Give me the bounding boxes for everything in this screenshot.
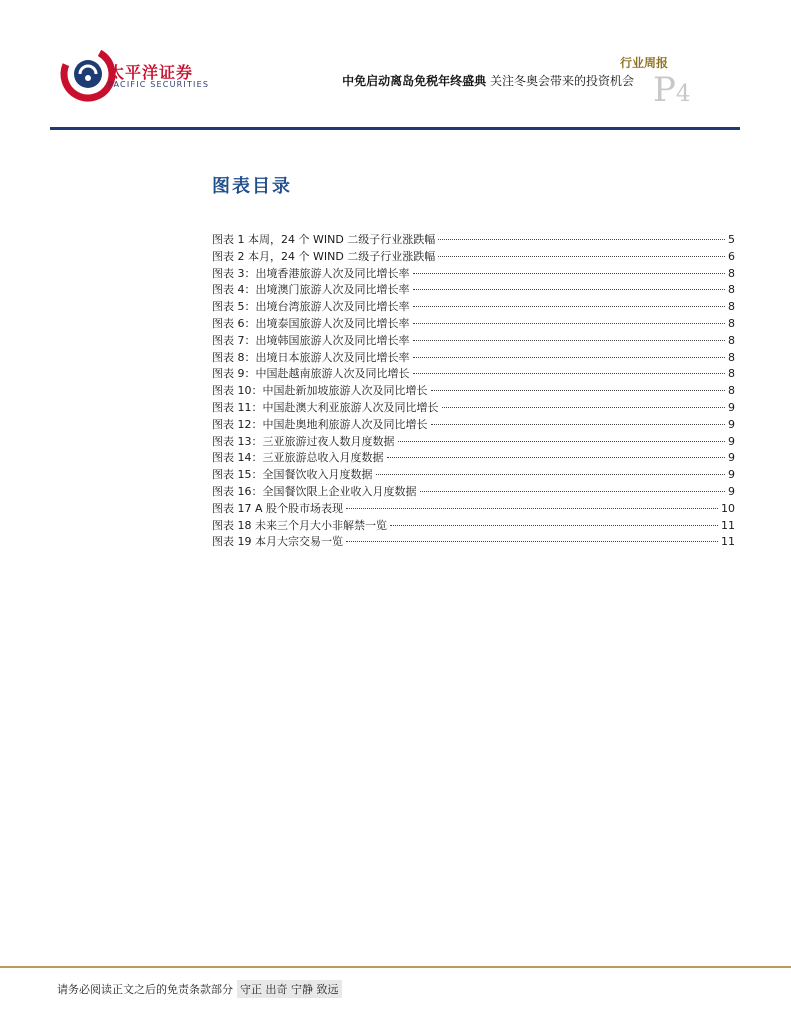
- toc-item-label: 图表 5：出境台湾旅游人次及同比增长率: [212, 300, 410, 314]
- table-of-figures: [212, 232, 735, 551]
- toc-leader-dots: [346, 541, 718, 542]
- toc-item-page: 8: [728, 283, 735, 297]
- toc-leader-dots: [376, 474, 726, 475]
- toc-leader-dots: [390, 525, 718, 526]
- toc-item-label: 图表 15：全国餐饮收入月度数据: [212, 468, 373, 482]
- toc-item-page: 8: [728, 384, 735, 398]
- toc-item[interactable]: [212, 316, 735, 333]
- toc-item-label: 图表 8：出境日本旅游人次及同比增长率: [212, 350, 410, 364]
- toc-item-page: 9: [728, 484, 735, 498]
- toc-item-label: 图表 1 本周，24 个 WIND 二级子行业涨跌幅: [212, 233, 436, 246]
- toc-leader-dots: [413, 306, 726, 307]
- footer-motto: 守正 出奇 宁静 致远: [237, 980, 342, 998]
- toc-item-page: 8: [728, 333, 735, 347]
- toc-item[interactable]: [212, 232, 735, 249]
- toc-leader-dots: [431, 390, 726, 391]
- toc-item-page: 8: [728, 300, 735, 314]
- toc-leader-dots: [438, 239, 725, 240]
- brand-name-en: PACIFIC SECURITIES: [108, 80, 210, 89]
- toc-item-label: 图表 17 A 股个股市场表现: [212, 501, 344, 515]
- toc-item-page: 11: [721, 518, 735, 532]
- toc-leader-dots: [413, 289, 726, 290]
- toc-item-label: 图表 2 本月，24 个 WIND 二级子行业涨跌幅: [212, 249, 436, 263]
- toc-item-label: 图表 7：出境韩国旅游人次及同比增长率: [212, 333, 410, 347]
- toc-item-label: 图表 12：中国赴奥地利旅游人次及同比增长: [212, 417, 428, 431]
- brand-name-cn: 太平洋证券: [108, 63, 194, 82]
- toc-item[interactable]: [212, 484, 735, 501]
- report-title-bold: 中免启动离岛免税年终盛典: [342, 74, 487, 88]
- toc-item[interactable]: [212, 249, 735, 266]
- page-number: 4: [675, 81, 691, 107]
- toc-item-page: 9: [728, 468, 735, 482]
- toc-item[interactable]: [212, 333, 735, 350]
- footer-disclaimer-notice: 请务必阅读正文之后的免责条款部分: [57, 983, 233, 996]
- toc-leader-dots: [413, 323, 726, 324]
- toc-item-label: 图表 19 本月大宗交易一览: [212, 535, 343, 549]
- toc-item-label: 图表 6：出境泰国旅游人次及同比增长率: [212, 316, 410, 330]
- toc-item[interactable]: [212, 266, 735, 283]
- toc-item[interactable]: [212, 383, 735, 400]
- toc-item[interactable]: [212, 534, 735, 551]
- toc-item-label: 图表 13：三亚旅游过夜人数月度数据: [212, 434, 395, 448]
- toc-item[interactable]: [212, 282, 735, 299]
- toc-item[interactable]: [212, 518, 735, 535]
- toc-item[interactable]: [212, 450, 735, 467]
- toc-item[interactable]: [212, 434, 735, 451]
- toc-item[interactable]: [212, 467, 735, 484]
- toc-item-page: 8: [728, 316, 735, 330]
- toc-leader-dots: [413, 357, 726, 358]
- toc-leader-dots: [387, 457, 726, 458]
- page-number-mark: [653, 70, 691, 110]
- toc-leader-dots: [413, 340, 726, 341]
- toc-item-page: 9: [728, 400, 735, 414]
- toc-item-label: 图表 9：中国赴越南旅游人次及同比增长: [212, 367, 410, 381]
- toc-item-label: 图表 3：出境香港旅游人次及同比增长率: [212, 266, 410, 280]
- toc-item-label: 图表 18 未来三个月大小非解禁一览: [212, 518, 387, 532]
- toc-item-page: 8: [728, 367, 735, 381]
- toc-item-page: 11: [721, 535, 735, 549]
- toc-leader-dots: [346, 508, 718, 509]
- toc-item-page: 8: [728, 350, 735, 364]
- toc-item-label: 图表 14：三亚旅游总收入月度数据: [212, 451, 384, 465]
- toc-item-page: 9: [728, 417, 735, 431]
- footer-divider: [0, 966, 791, 968]
- toc-heading: 图表目录: [212, 176, 292, 197]
- report-title: [342, 72, 634, 89]
- report-type: 行业周报: [619, 56, 668, 70]
- toc-leader-dots: [431, 424, 726, 425]
- toc-item[interactable]: [212, 350, 735, 367]
- header-divider: [50, 127, 740, 130]
- footer: [57, 980, 342, 998]
- toc-item[interactable]: [212, 299, 735, 316]
- toc-leader-dots: [413, 273, 726, 274]
- toc-item-page: 8: [728, 266, 735, 280]
- page-prefix: P: [653, 70, 676, 110]
- toc-item-page: 9: [728, 451, 735, 465]
- toc-leader-dots: [398, 441, 726, 442]
- toc-leader-dots: [413, 373, 726, 374]
- toc-item-label: 图表 11：中国赴澳大利亚旅游人次及同比增长: [212, 400, 439, 414]
- toc-item[interactable]: [212, 417, 735, 434]
- report-title-rest: 关注冬奥会带来的投资机会: [486, 74, 634, 88]
- toc-item-label: 图表 16：全国餐饮限上企业收入月度数据: [212, 484, 417, 498]
- toc-item[interactable]: [212, 501, 735, 518]
- toc-leader-dots: [438, 256, 725, 257]
- toc-item-label: 图表 10：中国赴新加坡旅游人次及同比增长: [212, 384, 428, 398]
- toc-item-label: 图表 4：出境澳门旅游人次及同比增长率: [212, 283, 410, 297]
- toc-leader-dots: [420, 491, 726, 492]
- toc-item[interactable]: [212, 400, 735, 417]
- toc-item-page: 9: [728, 434, 735, 448]
- toc-item[interactable]: [212, 366, 735, 383]
- toc-item-page: 6: [728, 249, 735, 263]
- toc-item-page: 5: [728, 233, 735, 246]
- toc-leader-dots: [442, 407, 726, 408]
- toc-item-page: 10: [721, 501, 735, 515]
